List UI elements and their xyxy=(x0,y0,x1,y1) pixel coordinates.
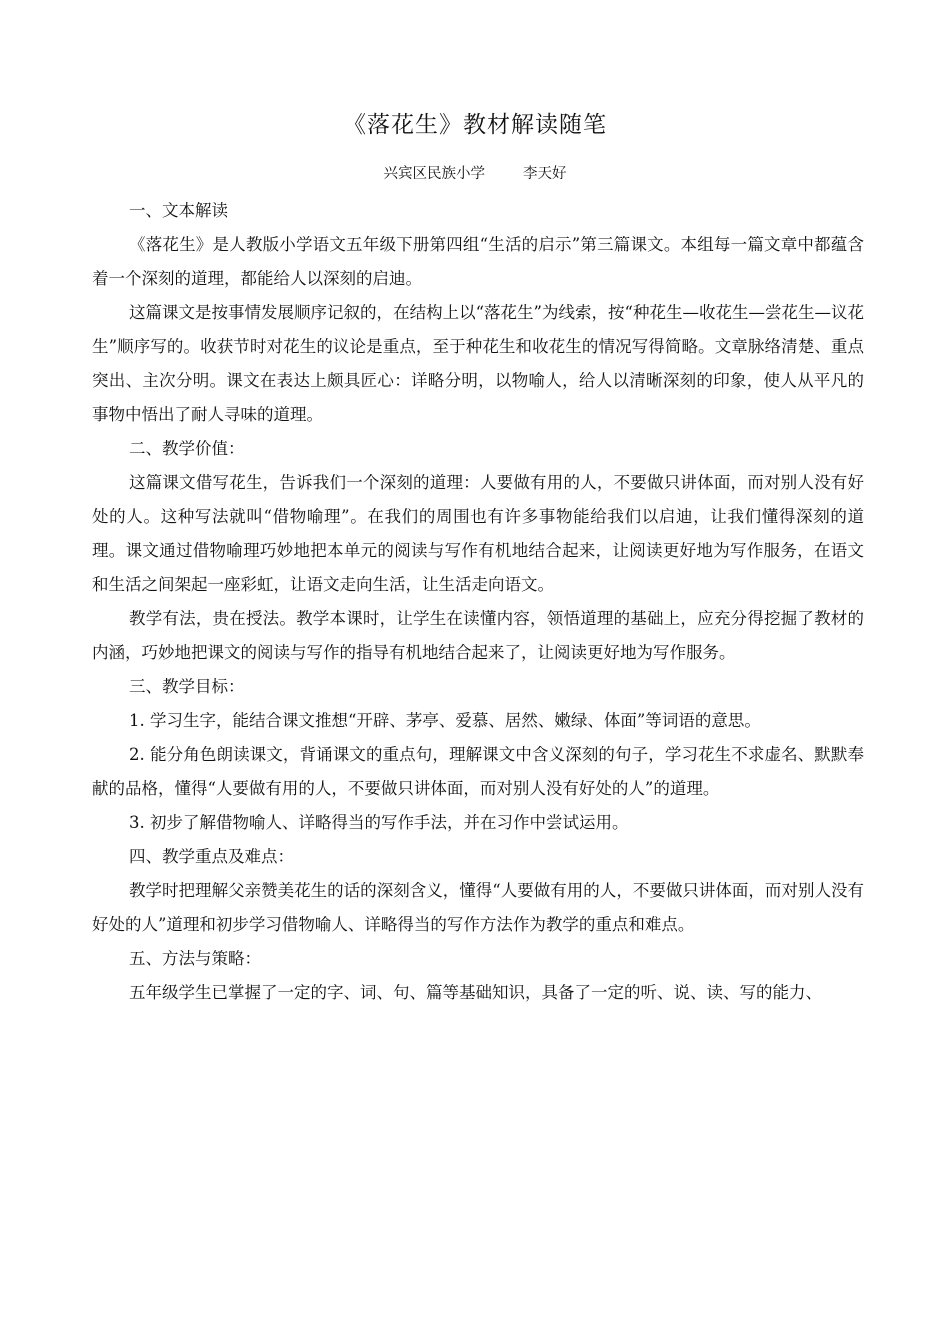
section-heading-teaching-value: 二、教学价值： xyxy=(129,439,245,458)
goal-item-2: 2. 能分角色朗读课文，背诵课文的重点句，理解课文中含义深刻的句子，学习花生不求虚名、默默奉献的品格，懂得“人要做有用的人，不要做只讲体面，而对别人没有好处的人”的道理。 xyxy=(92,745,864,798)
section-heading-methods: 五、方法与策略： xyxy=(129,949,261,968)
document-title: 《落花生》教材解读随笔 xyxy=(343,112,607,138)
paragraph: 教学时把理解父亲赞美花生的话的深刻含义，懂得“人要做有用的人，不要做只讲体面，而对别人没有好处的人”道理和初步学习借物喻人、详略得当的写作方法作为教学的重点和难点。 xyxy=(92,881,864,934)
goal-item-3: 3. 初步了解借物喻人、详略得当的写作手法，并在习作中尝试运用。 xyxy=(129,813,629,832)
paragraph: 教学有法，贵在授法。教学本课时，让学生在读懂内容，领悟道理的基础上，应充分得挖掘了教材的内涵，巧妙地把课文的阅读与写作的指导有机地结合起来了，让阅读更好地为写作服务。 xyxy=(92,609,864,662)
author-school: 兴宾区民族小学 xyxy=(383,166,485,182)
paragraph: 《落花生》是人教版小学语文五年级下册第四组“生活的启示”第三篇课文。本组每一篇文章中都蕴含着一个深刻的道理，都能给人以深刻的启迪。 xyxy=(92,235,864,288)
author-name: 李天好 xyxy=(523,166,567,182)
section-heading-teaching-goals: 三、教学目标： xyxy=(129,677,245,696)
paragraph: 这篇课文借写花生，告诉我们一个深刻的道理：人要做有用的人，不要做只讲体面，而对别人没有好处的人。这种写法就叫“借物喻理”。在我们的周围也有许多事物能给我们以启迪，让我们懂得深刻的道理。课文通过借物喻理巧妙地把本单元的阅读与写作有机地结合起来，让阅读更好地为写作服务，在语文和生活之间架起一座彩虹，让语文走向生活，让生活走向语文。 xyxy=(92,473,864,594)
section-heading-key-points: 四、教学重点及难点： xyxy=(129,847,294,866)
paragraph: 五年级学生已掌握了一定的字、词、句、篇等基础知识，具备了一定的听、说、读、写的能力、 xyxy=(129,983,822,1002)
paragraph: 这篇课文是按事情发展顺序记叙的，在结构上以“落花生”为线索，按“种花生—收花生—尝花生—议花生”顺序写的。收获节时对花生的议论是重点，至于种花生和收花生的情况写得简略。文章脉络清楚、重点突出、主次分明。课文在表达上颇具匠心：详略分明，以物喻人，给人以清晰深刻的印象，使人从平凡的事物中悟出了耐人寻味的道理。 xyxy=(92,303,864,424)
goal-item-1: 1. 学习生字，能结合课文推想“开辟、茅亭、爱慕、居然、嫩绿、体面”等词语的意思。 xyxy=(129,711,761,730)
document-body xyxy=(92,194,864,1010)
section-heading-text-reading: 一、文本解读 xyxy=(129,201,228,220)
author-line xyxy=(0,162,950,183)
